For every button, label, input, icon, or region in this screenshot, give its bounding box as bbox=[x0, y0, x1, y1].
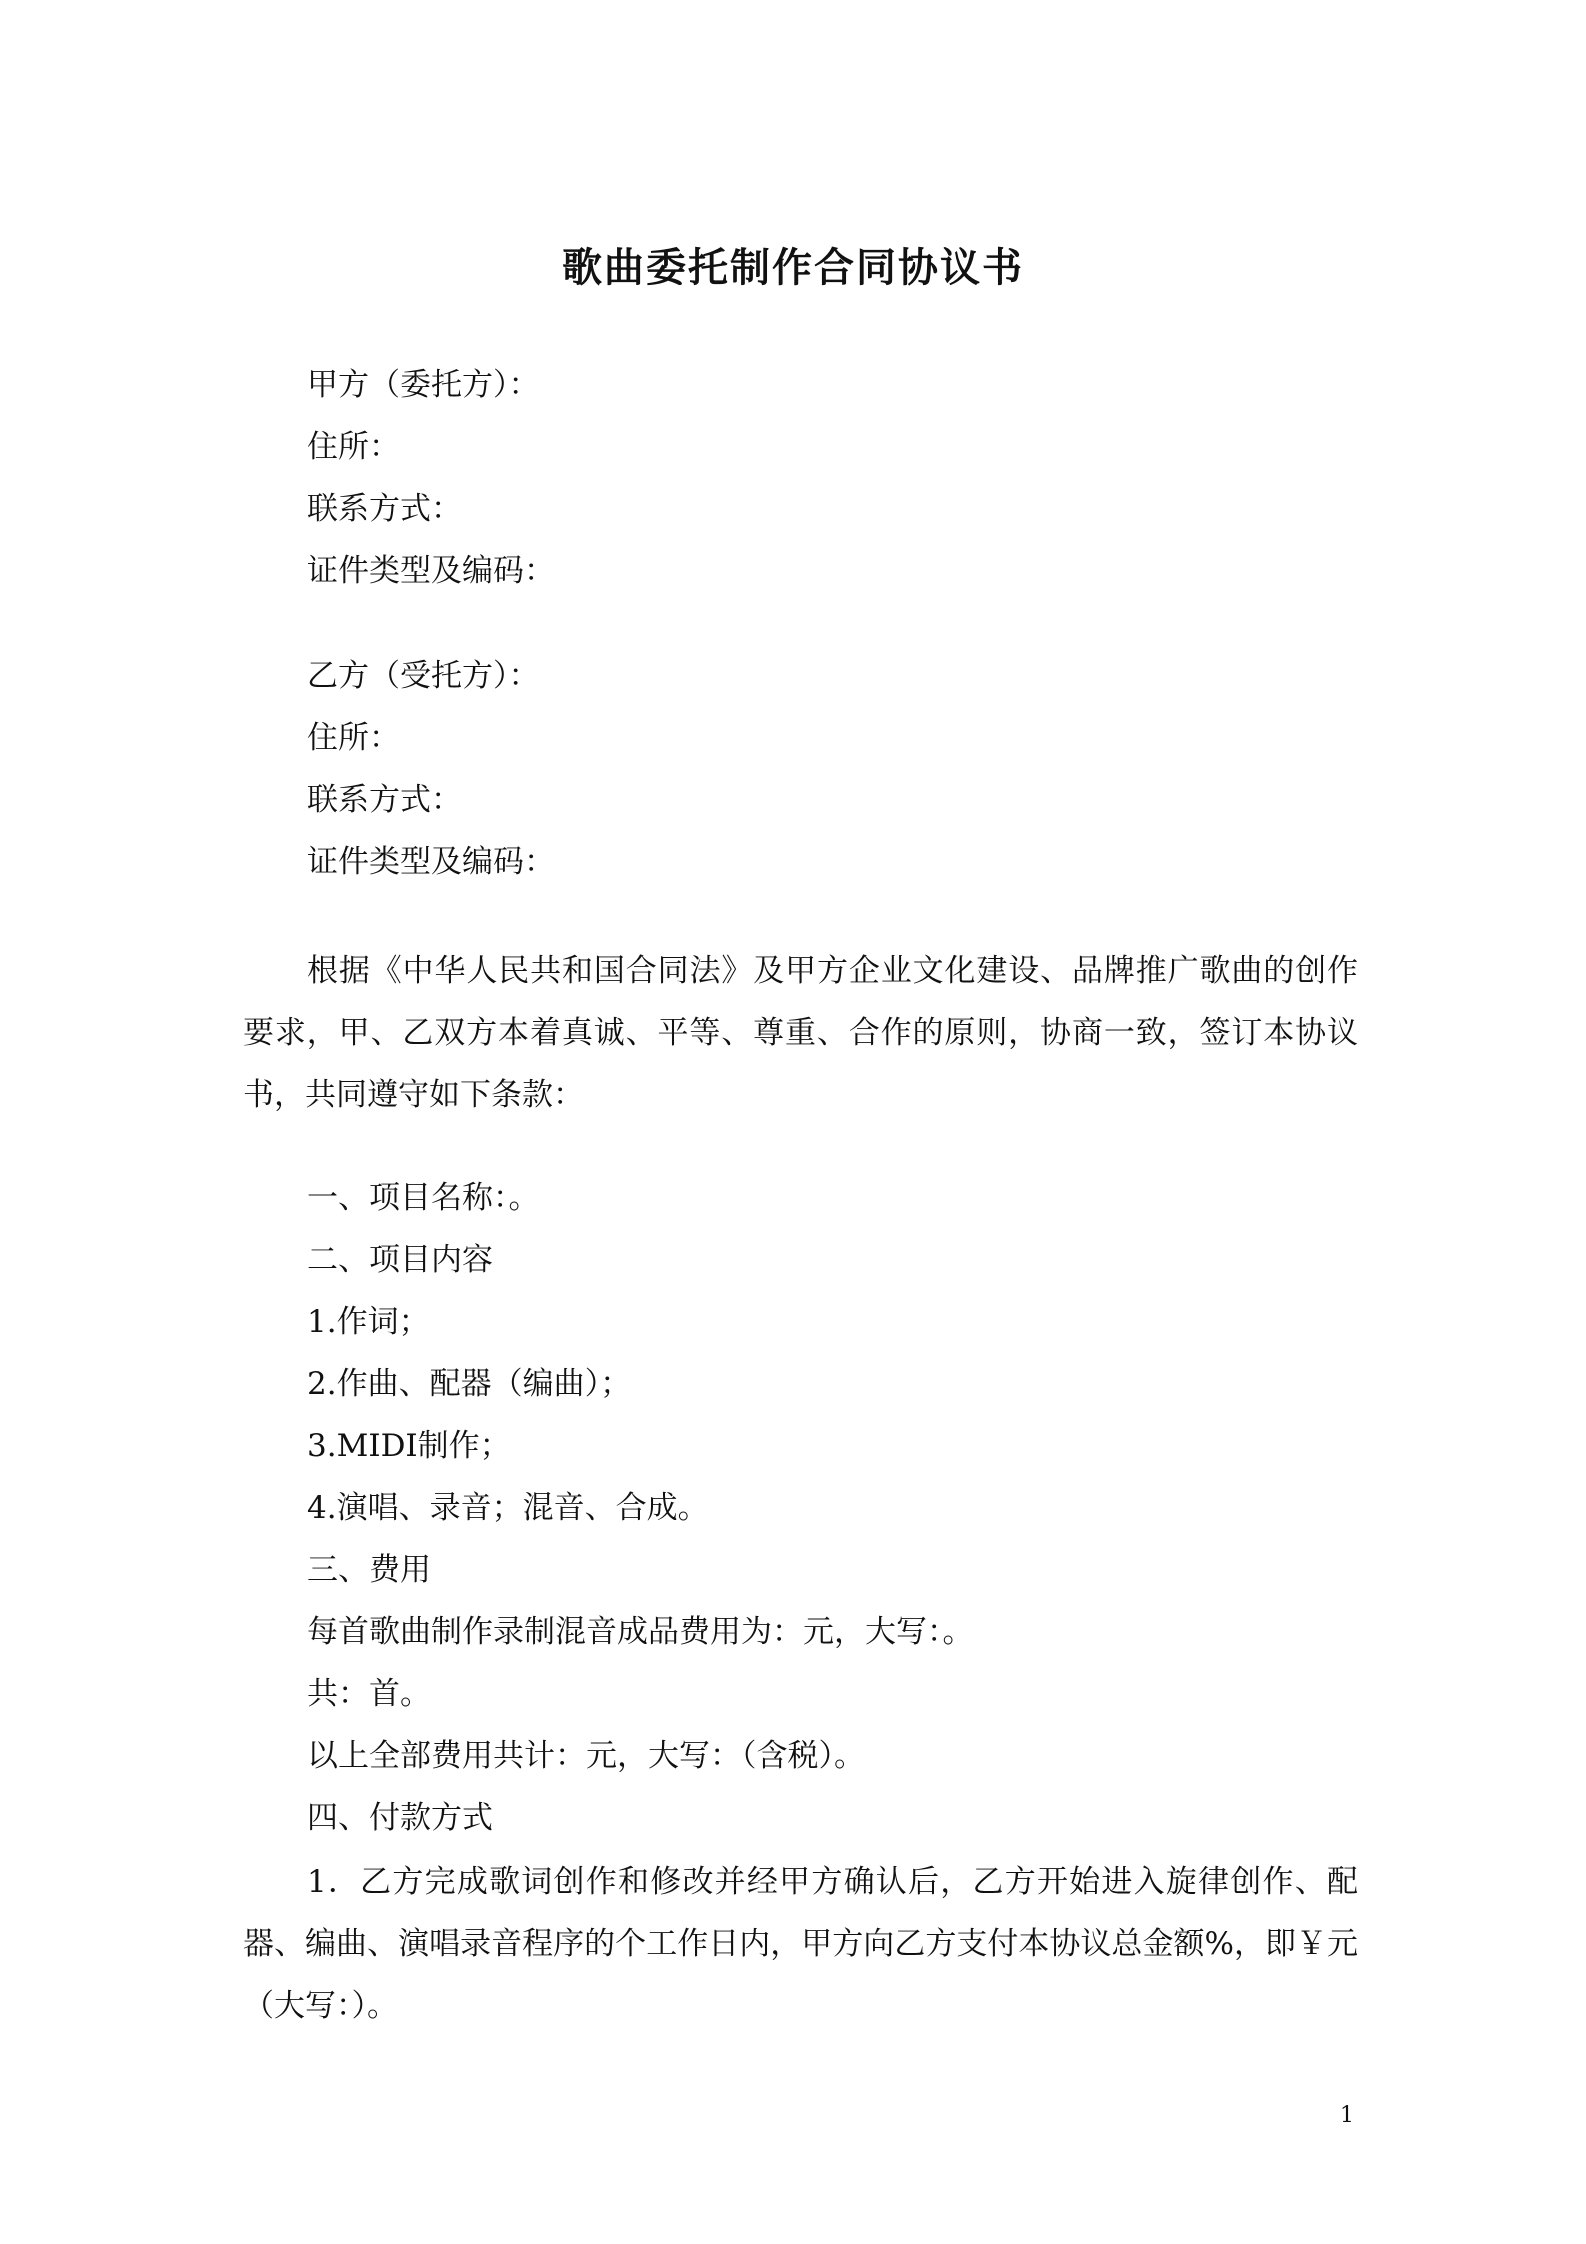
intro-paragraph: 根据《中华人民共和国合同法》及甲方企业文化建设、品牌推广歌曲的创作要求，甲、乙双方本着真诚、平等、尊重、合作的原则，协商一致，签订本协议书，共同遵守如下条款： bbox=[243, 953, 1358, 1113]
section-2-heading: 二、项目内容 bbox=[307, 1242, 493, 1278]
list-item: 4.演唱、录音；混音、合成。 bbox=[307, 1490, 709, 1526]
section-1-heading: 一、项目名称：。 bbox=[307, 1180, 540, 1216]
list-item: 1.作词； bbox=[307, 1304, 430, 1340]
fee-line: 以上全部费用共计：元，大写：（含税）。 bbox=[307, 1738, 865, 1774]
payment-paragraph: 1．乙方完成歌词创作和修改并经甲方确认后，乙方开始进入旋律创作、配器、编曲、演唱录音程序的个工作日内，甲方向乙方支付本协议总金额%，即￥元（大写：）。 bbox=[243, 1864, 1358, 2024]
document-title: 歌曲委托制作合同协议书 bbox=[562, 244, 1024, 291]
party-a-address: 住所： bbox=[307, 429, 400, 465]
party-a-id: 证件类型及编码： bbox=[307, 553, 555, 589]
fee-line: 共：首。 bbox=[307, 1676, 431, 1712]
party-b-heading: 乙方（受托方）： bbox=[307, 658, 540, 694]
party-a-heading: 甲方（委托方）： bbox=[307, 367, 540, 403]
section-4-heading: 四、付款方式 bbox=[307, 1800, 493, 1836]
party-b-contact: 联系方式： bbox=[307, 782, 462, 818]
list-item: 3.MIDI制作； bbox=[307, 1428, 511, 1464]
party-a-contact: 联系方式： bbox=[307, 491, 462, 527]
list-item: 2.作曲、配器（编曲）； bbox=[307, 1366, 632, 1402]
party-b-address: 住所： bbox=[307, 720, 400, 756]
page-number: 1 bbox=[1340, 2103, 1354, 2128]
fee-line: 每首歌曲制作录制混音成品费用为：元，大写：。 bbox=[307, 1614, 974, 1650]
party-b-id: 证件类型及编码： bbox=[307, 844, 555, 880]
section-3-heading: 三、费用 bbox=[307, 1552, 431, 1588]
